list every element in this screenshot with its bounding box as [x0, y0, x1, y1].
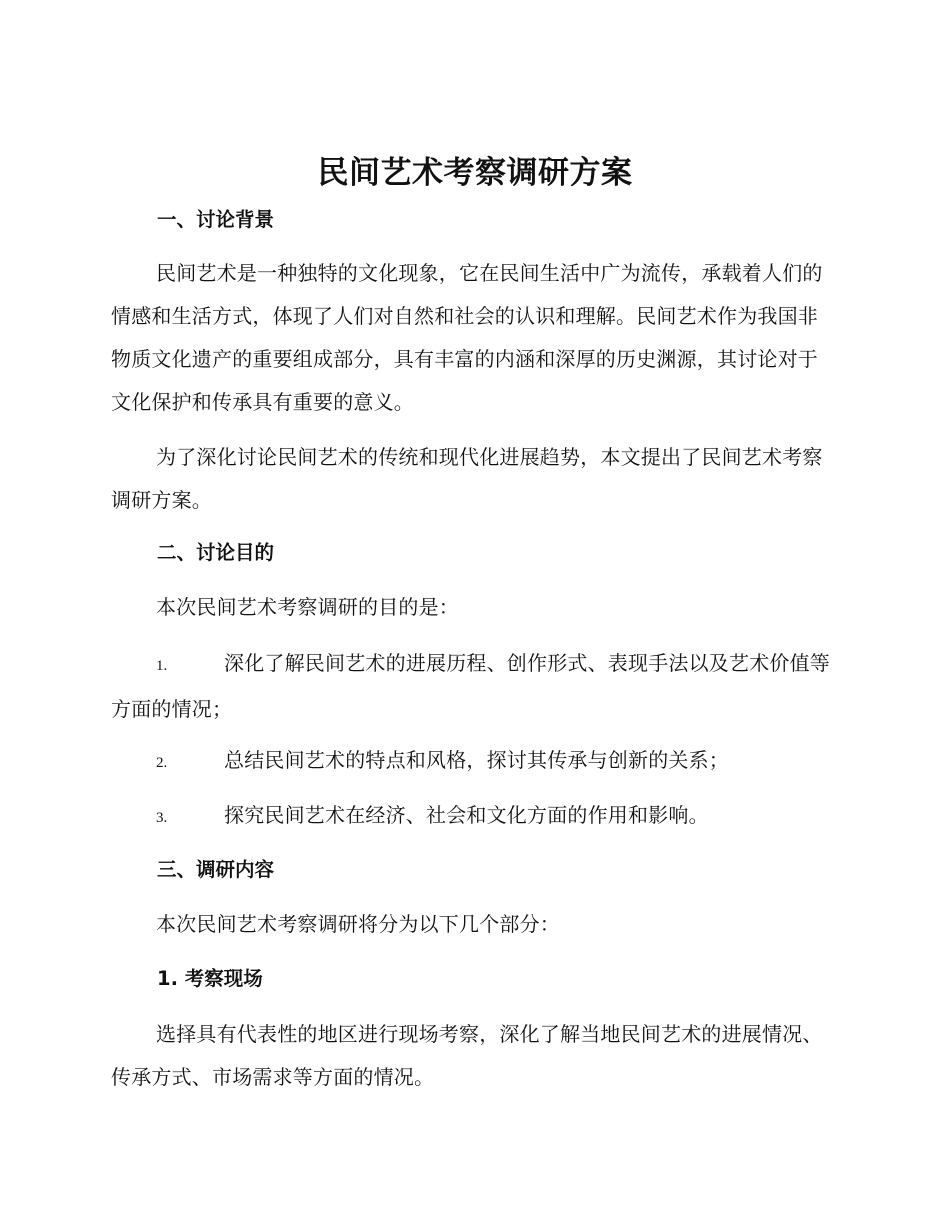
list-text: 探究民间艺术在经济、社会和文化方面的作用和影响。 — [224, 803, 709, 827]
purpose-intro: 本次民间艺术考察调研的目的是： — [156, 595, 459, 619]
list-number: 3. — [156, 810, 168, 826]
section-heading-content: 三、调研内容 — [157, 858, 275, 881]
list-item — [111, 745, 831, 778]
list-item — [111, 800, 831, 833]
subheading-site-visit: 1. 考察现场 — [157, 967, 263, 990]
paragraph-site-visit: 选择具有代表性的地区进行现场考察，深化了解当地民间艺术的进展情况、传承方式、市场需求等方面的情况。 — [111, 1022, 823, 1089]
list-number: 1. — [156, 658, 168, 674]
list-text: 深化了解民间艺术的进展历程、创作形式、表现手法以及艺术价值等方面的情况； — [111, 651, 830, 721]
document-title: 民间艺术考察调研方案 — [317, 155, 633, 191]
list-number: 2. — [156, 755, 168, 771]
section-heading-purpose: 二、讨论目的 — [157, 541, 275, 564]
section-heading-background: 一、讨论背景 — [157, 208, 275, 231]
paragraph-background-2: 为了深化讨论民间艺术的传统和现代化进展趋势，本文提出了民间艺术考察调研方案。 — [111, 445, 823, 512]
paragraph-background-1: 民间艺术是一种独特的文化现象，它在民间生活中广为流传，承载着人们的情感和生活方式，体现了人们对自然和社会的认识和理解。民间艺术作为我国非物质文化遗产的重要组成部分，具有丰富的内涵和深厚的历史渊源，其讨论对于文化保护和传承具有重要的意义。 — [111, 261, 823, 414]
content-intro: 本次民间艺术考察调研将分为以下几个部分： — [156, 912, 560, 936]
list-text: 总结民间艺术的特点和风格，探讨其传承与创新的关系； — [224, 748, 729, 772]
list-item — [111, 642, 831, 731]
